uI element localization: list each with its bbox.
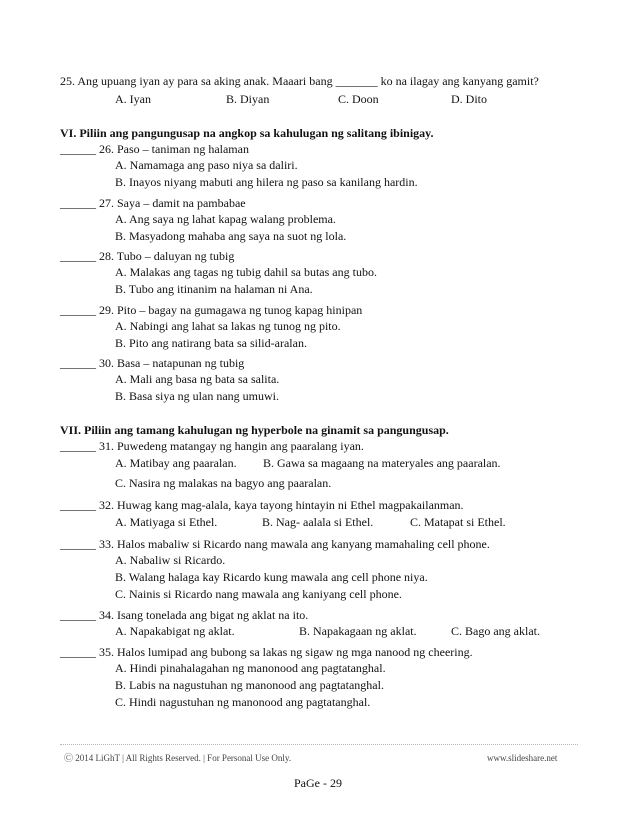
question-28-stem: ______ 28. Tubo – daluyan ng tubig bbox=[60, 249, 235, 263]
q26-choice-b: B. Inayos niyang mabuti ang hilera ng paso sa kanilang hardin. bbox=[115, 175, 418, 189]
q28-choice-b: B. Tubo ang itinanim na halaman ni Ana. bbox=[115, 282, 313, 296]
question-25-stem: 25. Ang upuang iyan ay para sa aking anak. Maaari bang _______ ko na ilagay ang kanyang gamit? bbox=[60, 74, 539, 88]
q30-choice-a: A. Mali ang basa ng bata sa salita. bbox=[115, 372, 280, 386]
q35-choice-b: B. Labis na nagustuhan ng manonood ang pagtatanghal. bbox=[115, 678, 384, 692]
q32-choice-b: B. Nag- aalala si Ethel. bbox=[262, 515, 374, 529]
question-26-stem: ______ 26. Paso – taniman ng halaman bbox=[60, 142, 249, 156]
q27-choice-a: A. Ang saya ng lahat kapag walang problema. bbox=[115, 212, 336, 226]
q31-choice-c: C. Nasira ng malakas na bagyo ang paaralan. bbox=[115, 476, 332, 490]
question-33-stem: ______ 33. Halos mabaliw si Ricardo nang mawala ang kanyang mamahaling cell phone. bbox=[60, 537, 490, 551]
q25-choice-c: C. Doon bbox=[338, 92, 379, 106]
question-34-stem: ______ 34. Isang tonelada ang bigat ng aklat na ito. bbox=[60, 608, 309, 622]
q25-choice-b: B. Diyan bbox=[226, 92, 270, 106]
q26-choice-a: A. Namamaga ang paso niya sa daliri. bbox=[115, 158, 298, 172]
q34-choice-a: A. Napakabigat ng aklat. bbox=[115, 624, 235, 638]
q33-choice-c: C. Nainis si Ricardo nang mawala ang kaniyang cell phone. bbox=[115, 587, 402, 601]
q29-choice-b: B. Pito ang natirang bata sa silid-aralan. bbox=[115, 336, 307, 350]
question-29-stem: ______ 29. Pito – bagay na gumagawa ng tunog kapag hinipan bbox=[60, 303, 363, 317]
q32-choice-c: C. Matapat si Ethel. bbox=[410, 515, 506, 529]
question-27-stem: ______ 27. Saya – damit na pambabae bbox=[60, 196, 246, 210]
q31-choice-b: B. Gawa sa magaang na materyales ang paaralan. bbox=[263, 456, 501, 470]
question-30-stem: ______ 30. Basa – natapunan ng tubig bbox=[60, 356, 245, 370]
q28-choice-a: A. Malakas ang tagas ng tubig dahil sa butas ang tubo. bbox=[115, 265, 377, 279]
q32-choice-a: A. Matiyaga si Ethel. bbox=[115, 515, 218, 529]
section-6-heading: VI. Piliin ang pangungusap na angkop sa kahulugan ng salitang ibinigay. bbox=[60, 126, 434, 140]
footer-site: www.slideshare.net bbox=[487, 753, 558, 763]
q30-choice-b: B. Basa siya ng ulan nang umuwi. bbox=[115, 389, 279, 403]
q34-choice-b: B. Napakagaan ng aklat. bbox=[299, 624, 417, 638]
q35-choice-a: A. Hindi pinahalagahan ng manonood ang pagtatanghal. bbox=[115, 661, 386, 675]
q33-choice-a: A. Nabaliw si Ricardo. bbox=[115, 553, 226, 567]
section-7-heading: VII. Piliin ang tamang kahulugan ng hyperbole na ginamit sa pangungusap. bbox=[60, 423, 449, 437]
q25-choice-a: A. Iyan bbox=[115, 92, 151, 106]
question-32-stem: ______ 32. Huwag kang mag-alala, kaya tayong hintayin ni Ethel magpakailanman. bbox=[60, 498, 464, 512]
question-35-stem: ______ 35. Halos lumipad ang bubong sa lakas ng sigaw ng mga nanood ng cheering. bbox=[60, 645, 473, 659]
q27-choice-b: B. Masyadong mahaba ang saya na suot ng lola. bbox=[115, 229, 347, 243]
q33-choice-b: B. Walang halaga kay Ricardo kung mawala ang cell phone niya. bbox=[115, 570, 428, 584]
footer-copyright: Ⓒ 2014 LiGhT | All Rights Reserved. | For Personal Use Only. bbox=[64, 753, 292, 763]
q35-choice-c: C. Hindi nagustuhan ng manonood ang pagtatanghal. bbox=[115, 695, 371, 709]
page-number: PaGe - 29 bbox=[294, 776, 342, 790]
q25-choice-d: D. Dito bbox=[451, 92, 487, 106]
q34-choice-c: C. Bago ang aklat. bbox=[451, 624, 540, 638]
q29-choice-a: A. Nabingi ang lahat sa lakas ng tunog ng pito. bbox=[115, 319, 341, 333]
q31-choice-a: A. Matibay ang paaralan. bbox=[115, 456, 237, 470]
question-31-stem: ______ 31. Puwedeng matangay ng hangin ang paaralang iyan. bbox=[60, 439, 364, 453]
footer-divider bbox=[60, 744, 578, 745]
